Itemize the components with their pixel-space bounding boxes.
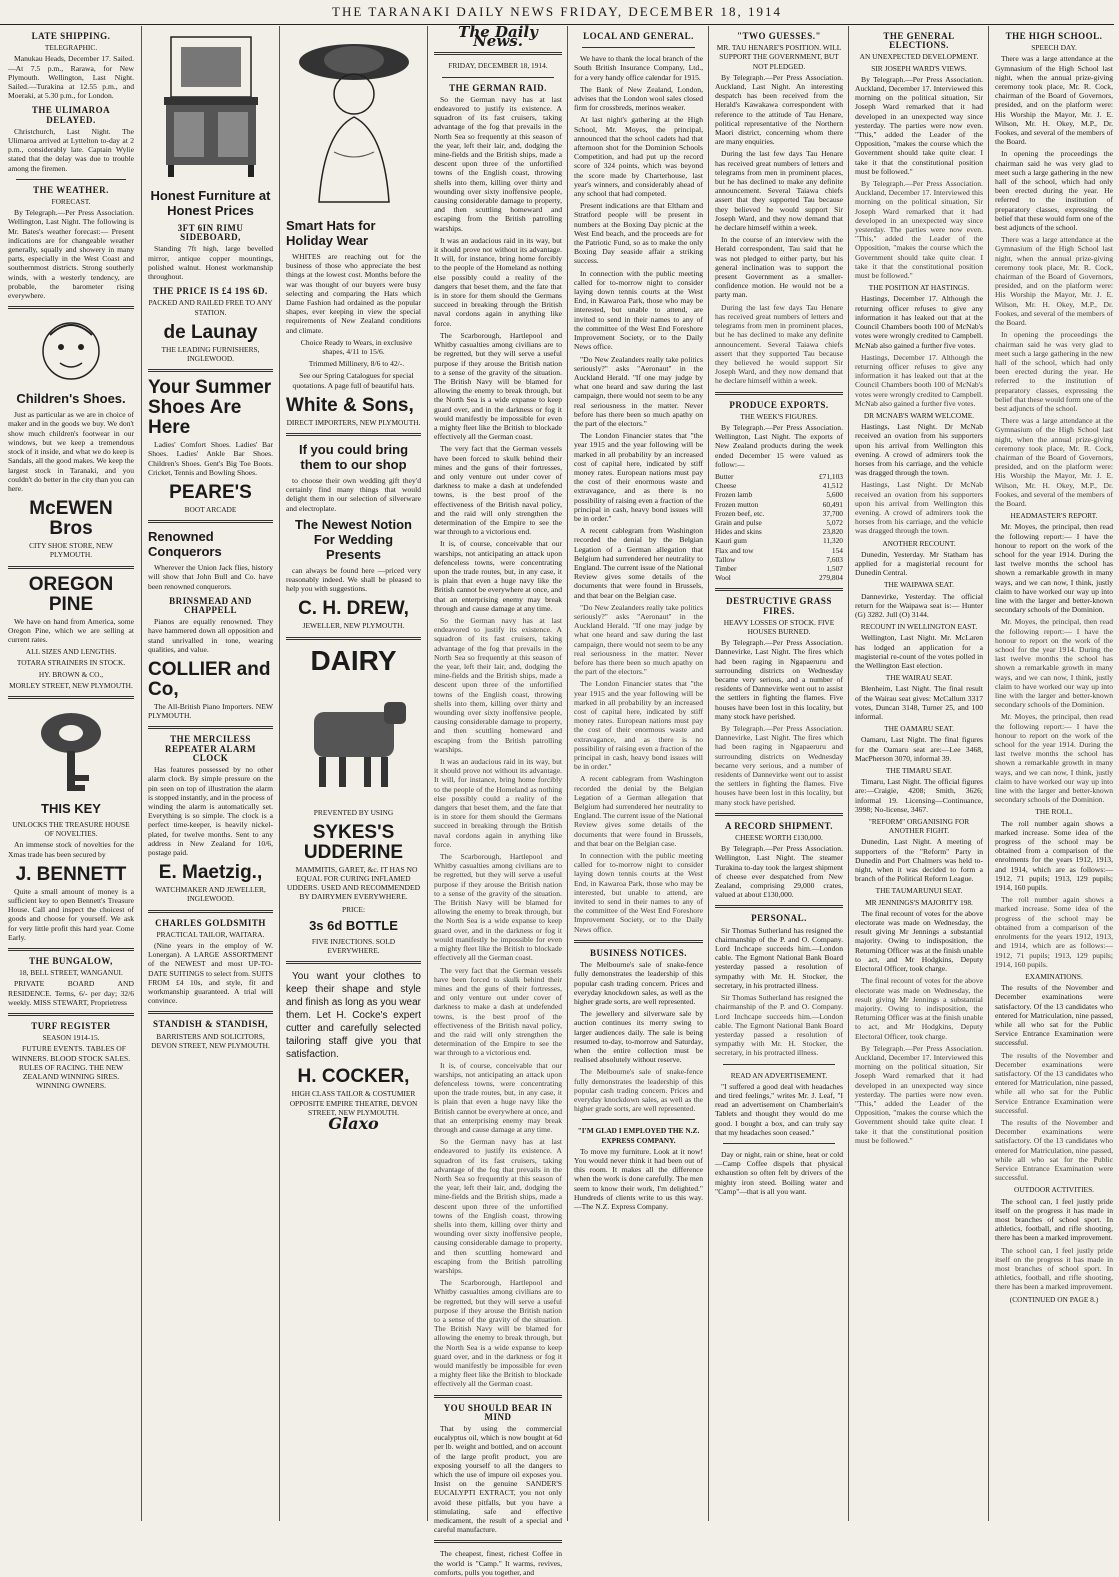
telegraphic-subheading: TELEGRAPHIC. (44, 43, 98, 53)
examinations-heading: EXAMINATIONS. (1025, 971, 1083, 981)
divider (442, 77, 554, 78)
express-text: To move my furniture. Look at it now! You would never think it had been out of this room. It makes all the difference when the work is done carefully. The men seem to know their work, I'm delighted." Hundreds of clients write to us this way.—The N.Z. Express Company. (574, 1146, 703, 1211)
divider (148, 1011, 273, 1014)
divider (148, 369, 273, 372)
weather-text: By Telegraph.—Per Press Association. Wellington, Last Night. The following is Mr. Bates's weather forecast:— Present indications are for changeable weather generally, squally and showery in many parts, especially in the West Coast and southernmost districts. Strong southerly winds, with a westerly tendency, are probable, the barometer rising everywhere. (8, 208, 134, 301)
continued-note: (CONTINUED ON PAGE 8.) (1009, 1294, 1099, 1304)
roll-text: The roll number again shows a marked increase. Some idea of the progress of the school may be obtained from a comparison of the enrolments for the years 1912, 1913, and 1914, which are as follows:—1912, 71 pupils; 1913, 129 pupils; 1914, 160 pupils. (995, 818, 1113, 893)
bottle-price: 3s 6d BOTTLE (309, 917, 398, 933)
peares-subheading: BOOT ARCADE (184, 505, 237, 515)
record-shipment-subheading: CHEESE WORTH £130,000. (735, 833, 823, 843)
column-7 (848, 26, 989, 1521)
table-row (715, 546, 843, 555)
child-face-illustration (36, 315, 106, 385)
grass-fires-subheading: HEAVY LOSSES OF STOCK. FIVE HOUSES BURNED. (723, 617, 835, 636)
hastings-text: Hastings, December 17. Although the returning officer refuses to give any information it has leaked out that at the Council Chambers booth 100 of McNab's votes were wrongly credited to Campbell. McNab also gained a further five votes. (855, 352, 983, 408)
school-paragraph: There was a large attendance at the Gymnasium of the High School last night, when the annual prize-giving ceremony took place, Mr. R. Cock, chairman of the Board of Governors, presided, and on the platform were: His Worship the Mayor, Mr. J. E. Wilson, Mr. H. Okey, M.P., Dr. Fookes, and several of the members of the Board. (995, 54, 1113, 147)
another-recount-text: Dunedin, Yesterday. Mr Statham has applied for a magisterial recount for Dunedin Central. (855, 549, 983, 578)
hy-brown-name: HY. BROWN & CO., (38, 669, 104, 679)
maetzig-subheading: WATCHMAKER AND JEWELLER, INGLEWOOD. (155, 885, 266, 904)
examinations-text: The results of the November and December examinations were satisfactory. Of the 13 candidates who entered for Matriculation, nine passed, while all who sat for the Public Service Entrance Examination were successful. (995, 1117, 1113, 1183)
white-and-sons-logo: White & Sons, (286, 394, 414, 416)
repeater-text: Has features possessed by no other alarm clock. By simple pressure on the pin seen on top of illustration the alarm is stopped instantly, and in the process of winding the alarm is automatically set. Everything is so simple. The clock is a perfect time-keeper, is heavily nickel-plated, for twelve months. Sent to any address in New Zealand for 10/6, postage paid. (148, 765, 273, 857)
examinations-text: The results of the November and December examinations were satisfactory. Of the 13 candidates who entered for Matriculation, nine passed, while all who sat for the Public Service Entrance Examination were successful. (995, 983, 1113, 1048)
export-value: 11,320 (822, 536, 843, 546)
sideboard-text: Standing 7ft high, large bevelled mirror, antique copper mountings, polished walnut. Honest workmanship throughout. (148, 244, 273, 282)
ready-to-wears: Choice Ready to Wears, in exclusive shapes, 4/11 to 15/6. (300, 337, 413, 357)
divider (8, 948, 134, 951)
cocker-logo: H. COCKER, (297, 1066, 410, 1088)
ch-drew-logo: C. H. DREW, (298, 598, 409, 620)
export-value: 23,820 (822, 527, 843, 537)
timaru-heading: THE TIMARU SEAT. (885, 766, 953, 776)
sideboard-price-note: PACKED AND RAILED FREE TO ANY STATION. (148, 298, 273, 317)
headmaster-text: Mr. Moyes, the principal, then read the following report:— I have the honour to report on the work of the school for the year 1914. During the last twelve months the school has shown a remarkable growth in many ways, and we can now, I think, justly claim to have worked our way up into line with the larger and better-known secondary schools of the Dominion. (995, 712, 1113, 805)
grass-fires-text: By Telegraph.—Per Press Association. Dannevirke, Last Night. The fires which had been raging in Ngapaeruru and surrounding districts on Wednesday became very serious, and a number of residents of Dannevirke went out to assist the settlers in fighting the flames. Five houses have been lost in this locality, but many stock have perished. (715, 638, 843, 721)
school-paragraph: In opening the proceedings the chairman said he was very glad to meet such a large gathering in the new hall of the school, which had only been erected during the year. He referred to the institution of preparatory classes, expressing the belief that these would form one of the best adjuncts of the school. (995, 149, 1113, 233)
newest-notion-text: can always be found here —priced very reasonably indeed. We shall be pleased to help you with suggestions. (286, 565, 421, 594)
divider (723, 1064, 835, 1065)
express-heading: "I'M GLAD I EMPLOYED THE N.Z. EXPRESS COMPANY. (577, 1126, 700, 1145)
divider (434, 1540, 562, 1543)
divider (8, 696, 134, 699)
table-row (715, 490, 843, 499)
table-row (715, 509, 843, 518)
collier-logo: COLLIER and Co, (148, 659, 271, 701)
guesses-paragraph: During the last few days Tau Henare has received great numbers of letters and telegrams from men in prominent places, but he has declined to make any definite announcement. Several Taiawa chiefs assert that they supported Tau because they believed he would support Sir Joseph Ward, and they now demand that he declare himself within a week. (715, 302, 843, 386)
wairau-text: Blenheim, Last Night. The final result of the Wairau seat gives: McCallum 3317 votes, Duncan 3148, Turner 25, and 100 informal. (855, 684, 983, 722)
column-4 (427, 23, 568, 1577)
divider (715, 905, 843, 908)
column-2 (141, 26, 279, 1521)
sideboard-heading: 3FT 6IN RIMU SIDEBOARD, (177, 223, 244, 243)
goldsmith-subheading: PRACTICAL TAILOR, WAITARA. (156, 929, 265, 939)
de-launay-subheading: THE LEADING FURNISHERS, INGLEWOOD. (161, 344, 260, 364)
mcnab-text: Hastings, Last Night. Dr McNab received an ovation from his supporters upon his arrival from Wellington this evening. A crowd of admirers took the horses from his carriage, and the vehicle was dragged through the town. (855, 480, 983, 536)
divider (286, 637, 421, 640)
sykes-text: MAMMITIS, GARET, &c. IT HAS NO EQUAL FOR CURING INFLAMED UDDERS. USED AND RECOMMENDED BY DAIRYMEN EVERYWHERE. (286, 864, 421, 902)
jennings-text: The final recount of votes for the above electorate was made on Wednesday, the result giving Mr Jennings a substantial majority. Owing to indisposition, the Returning Officer was at the finish unable to act, and Mr Hodgkins, Deputy Electoral Officer, took charge. (855, 976, 983, 1041)
export-item: Butter (715, 471, 734, 481)
produce-intro: By Telegraph.—Per Press Association. Wellington, Last Night. The exports of New Zealand products during the week ended December 15 were valued as follow:— (715, 422, 843, 469)
turf-season: SEASON 1914-15. (42, 1033, 100, 1043)
roll-heading: THE ROLL. (1035, 807, 1073, 817)
cocker-subheading: HIGH CLASS TAILOR & COSTUMIER OPPOSITE EMPIRE THEATRE, DEVON STREET, NEW PLYMOUTH. (289, 1089, 418, 1117)
divider (582, 1119, 695, 1120)
ulimaroa-heading: THE ULIMAROA DELAYED. (31, 105, 111, 125)
dairy-heading: DAIRY (310, 644, 397, 676)
divider (434, 1395, 562, 1398)
hy-brown-address: MORLEY STREET, NEW PLYMOUTH. (9, 680, 133, 690)
wairau-heading: THE WAIRAU SEAT. (885, 673, 953, 683)
divider (715, 588, 843, 591)
export-value: 5,072 (826, 517, 843, 527)
oamaru-heading: THE OAMARU SEAT. (884, 724, 954, 734)
local-paragraph: A recent cablegram from Washington recorded the denial by the Belgian Legation of a German allegation that Belgium had surrendered her neutrality to England. The current issue of the National Review gives some details of the documents that were found in Brussels, and that bear on the Belgian case. (574, 774, 703, 848)
ch-drew-subheading: JEWELLER, NEW PLYMOUTH. (302, 621, 405, 631)
table-row (715, 564, 843, 573)
j-bennett-logo: J. BENNETT (15, 863, 127, 885)
export-item: Kauri gum (715, 536, 747, 546)
table-row (715, 500, 843, 509)
piano-text: Pianos are equally renowned. They have hammered down all opposition and stand unrivalled in tone, wearing qualities, and value. (148, 617, 273, 654)
ulimaroa-text: Christchurch, Last Night. The Ulimaroa arrived at Lyttelton to-day at 2 p.m., considerably late. Captain Wylie stated that the delay was due to trouble among the firemen. (8, 126, 134, 173)
cow-illustration (299, 682, 409, 802)
table-row (715, 518, 843, 527)
export-value: 1,507 (826, 563, 843, 573)
local-paragraph: "Do New Zealanders really take politics seriously?" asks "Aeronaut" in the Auckland Herald. "If one may judge by what one heard and saw during the last campaign, there would not seem to be any real seriousness in the matter. Never before has there been so much apathy on the part of the electors." (574, 354, 703, 428)
divider (715, 813, 843, 816)
divider (286, 433, 421, 436)
childrens-shoes-heading: Children's Shoes. (16, 391, 126, 407)
mcnab-text: Hastings, Last Night. Dr McNab received an ovation from his supporters upon his arrival from Wellington this evening. A crowd of admirers took the horses from his carriage, and the vehicle was dragged through the town. (855, 422, 983, 478)
prevented-by-using: PREVENTED BY USING (313, 807, 394, 817)
local-paragraph: The London Financier states that "the year 1915 and the year following will be marked in all probability by an increased cost of capital here, indicated by stiff money rates. European nations must pay the cost of their enormous waste and extravagance, and as there is no possibility of raising even a fraction of the principal in cash, heavy bond issues will be in order." (574, 431, 703, 523)
produce-subheading: THE WEEK'S FIGURES. (740, 411, 818, 421)
business-paragraph: The jewellery and silverware sale by auction continues its merry swing to larger audiences daily. The sale is being resumed to-day, to-morrow and Saturday, when the entire collection must be realised absolutely without reserve. (574, 1009, 703, 1065)
hastings-text: Hastings, December 17. Although the returning officer refuses to give any information it has leaked out that at the Council Chambers booth 100 of McNab's votes were wrongly credited to Campbell. McNab also gained a further five votes. (855, 294, 983, 350)
newest-notion-heading: The Newest Notion For Wedding Presents (294, 516, 412, 562)
speech-day-subheading: SPEECH DAY. (1031, 43, 1077, 53)
camp-coffee-ad: Day or night, rain or shine, heat or cold—Camp Coffee dispels that physical exhaustion so often felt by drivers of the mighty iron steed. Boiling water and "Camp"—that is all you want. (715, 1149, 843, 1196)
price-label: PRICE: (342, 904, 365, 914)
reform-text: Dunedin, Last Night. A meeting of supporters of the "Reform" Party in Dunedin and Port Chalmers was held to-night, when it was decided to form a branch of the Political Reform League. (855, 837, 983, 884)
raid-paragraph: The Scarborough, Hartlepool and Whitby casualties among civilians are to be regretted, but they will serve a useful purpose if they arouse the British nation to a sense of the gravity of the situation. The British Navy will be blamed for allowing the enemy to break through, but the North Sea is a wide expanse to keep guard over, and in the darkness or fog it would manifestly be impossible for even a mighty fleet like the British to blockade effectively all the German coast. (434, 1278, 562, 1389)
this-key-heading: THIS KEY (41, 800, 101, 816)
collier-subheading: The All-British Piano Importers. NEW PLYMOUTH. (148, 702, 273, 721)
lady-in-hat-illustration (294, 32, 414, 212)
divider (8, 306, 134, 309)
export-item: Frozen beef, etc. (715, 508, 765, 518)
jennings-text: The final recount of votes for the above electorate was made on Wednesday, the result giving Mr Jennings a substantial majority. Owing to indisposition, the Returning Officer was at the finish unable to act, and Mr Hodgkins, Deputy Electoral Officer, took charge. (855, 908, 983, 974)
local-paragraph: In connection with the public meeting called for to-morrow night to consider laying down tennis courts at the West End, in Kawaroa Park, those who may be interested, but unable to attend, are invited to send in their names to any of the committee of the West End Foreshore Improvement Society, or to the Daily News office. (574, 851, 703, 934)
timaru-text: Timaru, Last Night. The official figures are:—Craigie, 4208; Smith, 3626; informal 19. Licensing—Continuance, 3998; No-license, 3467. (855, 777, 983, 814)
oregon-sizes: ALL SIZES AND LENGTHS. (25, 647, 117, 657)
export-value: 37,700 (822, 508, 843, 518)
divider (582, 47, 695, 48)
personal-text: Sir Thomas Sutherland has resigned the chairmanship of the P. and O. Company. Lord Inchcape succeeds him.—London cable. The Egmont National Bank Board yesterday passed a resolution of sympathy with Mr. H. Stocker, the secretary, in his protracted illness. (715, 925, 843, 990)
table-row (715, 481, 843, 490)
divider (16, 179, 126, 180)
unexpected-development: AN UNEXPECTED DEVELOPMENT. (859, 52, 979, 62)
local-paragraph: The Bank of New Zealand, London, advises that the London wool sales closed firm for crossbreds, merinos weaker. (574, 84, 703, 113)
column-8 (988, 26, 1119, 1521)
mcnab-heading: DR MCNAB'S WARM WELCOME. (863, 410, 975, 420)
shipping-text: Manukau Heads, December 17. Sailed.—At 7.5 p.m., Rarawa, for New Plymouth. Wellington, Last Night. Sailed.—Turakina at 12.55 p.m., and Moeraki, at 5.30 p.m., for London. (8, 54, 134, 101)
standish-subheading: BARRISTERS AND SOLICITORS, DEVON STREET, NEW PLYMOUTH. (151, 1031, 270, 1050)
waipawa-text: Dannevirke, Yesterday. The official return for the Waipawa seat is:— Hunter (G) 3282. Jull (O) 3144. (855, 591, 983, 619)
standish-heading: STANDISH & STANDISH, (153, 1019, 268, 1030)
read-advertisement-heading: READ AN ADVERTISEMENT. (730, 1070, 828, 1080)
record-shipment-heading: A RECORD SHIPMENT. (724, 820, 834, 831)
bottle-subheading: FIVE INJECTIONS. SOLD EVERYWHERE. (311, 936, 396, 956)
raid-paragraph: It is, of course, conceivable that our warships, not anticipating an attack upon defenceless towns, were concentrating upon the trade routes, but, in any case, it is plain that even a huge navy like the British cannot be everywhere at once, and that an enterprising enemy may break through and cause damage at any time. (434, 1060, 562, 1134)
table-row (715, 536, 843, 545)
german-raid-heading: THE GERMAN RAID. (449, 82, 547, 93)
grass-fires-heading: DESTRUCTIVE GRASS FIRES. (726, 596, 832, 616)
sideboard-illustration (156, 32, 266, 182)
personal-heading: PERSONAL. (751, 913, 807, 924)
business-paragraph: The Melbourne's sale of snake-fence fully demonstrates the leadership of this popular cash trading concern. Prices and everyday knockdown sales, as well as the higher grade sorts, are well represented. (574, 1067, 703, 1114)
school-paragraph: In opening the proceedings the chairman said he was very glad to meet such a large gathering in the new hall of the school, which had only been erected during the year. He referred to the institution of preparatory classes, expressing the belief that these would form one of the best adjuncts of the school. (995, 330, 1113, 413)
mcewen-address: CITY SHOE STORE, NEW PLYMOUTH. (29, 541, 113, 560)
camp-coffee-text: The cheapest, finest, richest Coffee in the world is "Camp." It warms, revives, comforts, pulls you together, and (434, 1549, 562, 1577)
export-item: Flax and tow (715, 545, 754, 555)
divider (574, 940, 703, 943)
divider (8, 566, 134, 569)
goldsmith-text: (Nine years in the employ of W. Lonergan). A LARGE ASSORTMENT of the NEWEST and most UP-TO-DATE SUITINGS to select from. SUITS FROM £4 10s, and style, fit and workmanship guaranteed. A trial will convince. (148, 940, 273, 1006)
sideboard-price: THE PRICE IS £4 19S 6D. (153, 286, 268, 297)
outdoor-text: The school can, I feel justly pride itself on the progress it has made in most branches of school sport. In athletics, football, and rifle shooting, there has been a marked improvement. (995, 1245, 1113, 1292)
local-paragraph: A recent cablegram from Washington recorded the denial by the Belgian Legation of a German allegation that Belgium had surrendered her neutrality to England. The current issue of the National Review gives some details of the documents that were found in Brussels, and that bear on the Belgian case. (574, 526, 703, 600)
export-item: Hides and skins (715, 527, 762, 537)
brinsmead-heading: BRINSMEAD AND CHAPPELL (169, 595, 252, 616)
business-notices-heading: BUSINESS NOTICES. (589, 947, 688, 958)
divider (8, 1013, 134, 1016)
guesses-paragraph: In the course of an interview with the Herald correspondent, Tau said that he was not pledged to either party, but his general inclination was to support the present Government as a smaller-confidence motion. He would not be a party man. (715, 235, 843, 300)
raid-paragraph: It was an audacious raid in its way, but it should prove not without its advantage. It will, for instance, bring home forcibly to the people of the Homeland as nothing else possibly could a reality of the dangers that beset them, and the fate that is in store for them should the Germans succeed in breaking through the British naval cordons again in anything like force. (434, 757, 562, 849)
guesses-paragraph: By Telegraph.—Per Press Association. Auckland, Last Night. An interesting despatch has been received from the Herald's Kawakawa correspondent with reference to the attitude of Tau Henare, political representative of the Northern Maori district, concerning whom there are many enquiries. (715, 72, 843, 147)
school-paragraph: There was a large attendance at the Gymnasium of the High School last night, when the annual prize-giving ceremony took place, Mr. R. Cock, chairman of the Board of Governors, presided, and on the platform were: His Worship the Mayor, Mr. J. E. Wilson, Mr. H. Okey, M.P., Dr. Fookes, and several of the members of the Board. (995, 235, 1113, 328)
wellington-east-heading: RECOUNT IN WELLINGTON EAST. (860, 622, 978, 632)
childrens-shoes-text: Just as particular as we are in choice of maker and in the goods we buy. We don't show much children's footwear in our windows, but we keep a tremendous stock of it inside, and what we do keep is Sandals, all the good makes. We keep the largest stock in Taranaki, and you couldn't do better in the city than you can here. (8, 410, 134, 493)
raid-paragraph: The very fact that the German vessels have been forced to skulk behind their mines and the guns of their fortresses, and only venture out under cover of darkness to make a dash at undefended towns, is the best proof of the effectiveness of the British naval policy, and the raid will only strengthen the determination of the Empire to see the war through to a victorious end. (434, 444, 562, 537)
export-item: Tallow (715, 554, 736, 564)
raid-paragraph: So the German navy has at last endeavored to justify its existence. A squadron of its fast cruisers, taking advantage of the fog that prevails in the North Sea so frequently at this season of the year, left their lair, and, dodging the mine-fields and the British ships, made a descent upon three of the unfortified towns of the English coast, throwing shells into them, killing over thirty and wounding over sixty inoffensive people, causing considerable damage to property, and then scuttling homeward and escaping from the British patrolling warships. (434, 1137, 562, 1275)
reminder-text: That by using the commercial eucalyptus oil, which is now bought at 6d per lb. weight and bottled, and on account of the large profit product, you are exposing yourself to all the dangers to which the use of impure oil exposes you. Insist on the genuine SANDER'S EUCALYPTI EXTRACT, you not only avoid these pitfalls, but you have a stimulating, safe and effective medicament, the result of a special and careful manufacture. (434, 1424, 562, 1535)
export-item: Timber (715, 563, 737, 573)
local-general-heading: LOCAL AND GENERAL. (583, 31, 694, 41)
oamaru-text: Oamaru, Last Night. The final figures for the Oamaru seat are:—Lee 3468, MacPherson 3070, informal 39. (855, 735, 983, 763)
column-3 (279, 26, 427, 1521)
export-value: 60,491 (822, 499, 843, 509)
honest-furniture-heading: Honest Furniture at Honest Prices (150, 188, 271, 218)
turf-register-heading: TURF REGISTER (31, 1020, 111, 1031)
export-item: Frozen mutton (715, 499, 759, 509)
export-value: £71,103 (818, 471, 843, 481)
export-item: Wool (715, 573, 731, 583)
table-row (715, 555, 843, 564)
editorial-date: FRIDAY, DECEMBER 18, 1914. (448, 61, 548, 71)
export-item: Cheese (715, 481, 737, 491)
export-value: 154 (831, 545, 843, 555)
column-6 (708, 26, 849, 1521)
guesses-paragraph: During the last few days Tau Henare has received great numbers of letters and telegrams from men in prominent places, but he has declined to make any definite announcement. Several Taiawa chiefs assert that they supported Tau because they believed he would support Sir Joseph Ward, and they now demand that he declare himself within a week. (715, 149, 843, 233)
local-paragraph: We have to thank the local branch of the South British Insurance Company, Ltd., for a very handy office calendar for 1915. (574, 54, 703, 82)
personal-text: Sir Thomas Sutherland has resigned the chairmanship of the P. and O. Company. Lord Inchcape succeeds him.—London cable. The Egmont National Bank Board yesterday passed a resolution of sympathy with Mr. H. Stocker, the secretary, in his protracted illness. (715, 993, 843, 1058)
turf-items: FUTURE EVENTS. TABLES OF WINNERS. BLOOD STOCK SALES. RULES OF RACING. THE NEW ZEALAND WINNING SIRES. WINNING OWNERS. (11, 1044, 131, 1091)
raid-paragraph: The very fact that the German vessels have been forced to skulk behind their mines and the guns of their fortresses, and only venture out under cover of darkness to make a dash at undefended towns, is the best proof of the effectiveness of the British naval policy, and the raid will only strengthen the determination of the Empire to see the war through to a victorious end. (434, 965, 562, 1058)
outdoor-text: The school can, I feel justly pride itself on the progress it has made in most branches of school sport. In athletics, football, and rifle shooting, there has been a marked improvement. (995, 1196, 1113, 1243)
waipawa-heading: THE WAIPAWA SEAT. (883, 580, 955, 590)
two-guesses-heading: "TWO GUESSES." (736, 31, 822, 41)
export-value: 41,512 (822, 481, 843, 491)
jennings-text: By Telegraph.—Per Press Association. Auckland, December 17. Interviewed this morning on the political situation, Sir Joseph Ward remarked that it had developed in an unexpected way since yesterday. The parties were now even. "This," added the Leader of the Opposition, "makes the course which the Government should take quite clear. I take it that the constitutional position must be followed." (855, 1043, 983, 1145)
raid-paragraph: The Scarborough, Hartlepool and Whitby casualties among civilians are to be regretted, but they will serve a useful purpose if they arouse the British nation to a sense of the gravity of the situation. The British Navy will be blamed for allowing the enemy to break through, but the North Sea is a wide expanse to keep guard over, and in the darkness or fog it would manifestly be impossible for even a mighty fleet like the British to blockade effectively all the German coast. (434, 852, 562, 963)
export-value: 279,804 (818, 573, 843, 583)
late-shipping-heading: LATE SHIPPING. (31, 31, 111, 41)
oregon-pine-heading: OREGON PINE (28, 573, 114, 615)
hats-text: WHITES are reaching out for the business of those who appreciate the best things at the lowest cost. Months before the war was thought of our buyers were busy selecting and comparing the Hats which Dame Fashion had ordained as the popular shapes, ever keeping in view the special requirements of New Zealand conditions and climate. (286, 252, 421, 335)
reform-heading: "REFORM" ORGANISING FOR ANOTHER FIGHT. (868, 817, 970, 836)
raid-paragraph: It is, of course, conceivable that our warships, not anticipating an attack upon defenceless towns, were concentrating upon the trade routes, but, in any case, it is plain that even a huge navy like the British cannot be everywhere at once, and that an enterprising enemy may break through and cause damage at any time. (434, 539, 562, 613)
ward-text: By Telegraph.—Per Press Association. Auckland, December 17. Interviewed this morning on the political situation, Sir Joseph Ward remarked that it had developed in an unexpected way since yesterday. The parties were now even. "This," added the Leader of the Opposition, "makes the course which the Government should take quite clear. I take it that the constitutional position must be followed." (855, 74, 983, 176)
table-row (715, 527, 843, 536)
j-bennett-text: Quite a small amount of money is a sufficient key to open Bennett's Treasure House. Call and inspect the choicest of goods and choose for yourself. We ask for very little profit this hard year. Come Early. (8, 886, 134, 942)
glaxo-logo: Glaxo (328, 1113, 379, 1133)
record-shipment-text: By Telegraph.—Per Press Association. Wellington, Last Night. The steamer Turakina to-day took the largest shipment of cheese ever despatched from New Zealand, comprising 29,000 crates, valued at about £130,000. (715, 844, 843, 900)
grass-fires-text: By Telegraph.—Per Press Association. Dannevirke, Last Night. The fires which had been raging in Ngapaeruru and surrounding districts on Wednesday became very serious, and a number of residents of Dannevirke went out to assist the settlers in fighting the flames. Five houses have been lost in this locality, but many stock have perished. (715, 724, 843, 807)
export-item: Grain and pulse (715, 517, 762, 527)
sykes-udderine-heading: SYKES'S UDDERINE (303, 821, 404, 863)
column-1 (2, 26, 140, 1521)
business-paragraph: The Melbourne's sale of snake-fence fully demonstrates the leadership of this popular cash trading concern. Prices and everyday knockdown sales, as well as the higher grade sorts, are well represented. (574, 960, 703, 1006)
roll-text: The roll number again shows a marked increase. Some idea of the progress of the school may be obtained from a comparison of the enrolments for the years 1912, 1913, and 1914, which are as follows:—1912, 71 pupils; 1913, 129 pupils; 1914, 160 pupils. (995, 895, 1113, 969)
this-key-subheading: UNLOCKS THE TREASURE HOUSE OF NOVELTIES. (12, 819, 130, 839)
high-school-heading: THE HIGH SCHOOL. (1005, 31, 1103, 41)
cocker-text: You want your clothes to keep their shape and style and finish as long as you wear them. Let H. Cocke's expert cutter and carefully selected tailoring staff give you that satisfaction. (286, 971, 421, 1061)
divider (148, 910, 273, 913)
headmaster-heading: HEADMASTER'S REPORT. (1010, 511, 1098, 521)
divider (286, 961, 421, 964)
raid-paragraph: It was an audacious raid in its way, but it should prove not without its advantage. It will, for instance, bring home forcibly to the people of the Homeland as nothing else possibly could a reality of the dangers that beset them, and the fate that is in store for them should the Germans succeed in breaking through the British naval cordons again in anything like force. (434, 235, 562, 328)
ornamental-key-illustration (21, 705, 121, 795)
two-guesses-subheading: MR. TAU HENARE'S POSITION. WILL SUPPORT THE GOVERNMENT, BUT NOT PLEDGED. (716, 43, 842, 71)
read-advertisement-text: "I suffered a good deal with headaches and tired feelings," writes Mr. J. Leaf, "I read an advertisement on Chamberlain's Tablets and thought they would do me good. I bought a box, and can truly say that my headaches soon ceased." (715, 1081, 843, 1137)
school-paragraph: There was a large attendance at the Gymnasium of the High School last night, when the annual prize-giving ceremony took place, Mr. R. Cock, chairman of the Board of Governors, presided, and on the platform were: His Worship the Mayor, Mr. J. E. Wilson, Mr. H. Okey, M.P., Dr. Fookes, and several of the members of the Board. (995, 416, 1113, 508)
local-paragraph: In connection with the public meeting called for to-morrow night to consider laying down tennis courts at the West End, in Kawaroa Park, those who may be interested, but unable to attend, are invited to send in their names to any of the committee of the West End Foreshore Improvement Society, or to the Daily News office. (574, 268, 703, 352)
bungalow-address: 18, BELL STREET, WANGANUI. (19, 968, 123, 978)
repeater-heading: THE MERCILESS REPEATER ALARM CLOCK (164, 734, 257, 763)
export-value: 7,603 (826, 554, 843, 564)
outdoor-heading: OUTDOOR ACTIVITIES. (1013, 1185, 1095, 1195)
weather-heading: THE WEATHER. (33, 184, 109, 195)
page-masthead: THE TARANAKI DAILY NEWS FRIDAY, DECEMBER 18, 1914 (0, 0, 1114, 25)
column-5 (567, 26, 709, 1521)
daily-news-title: The Daily News. (458, 23, 538, 51)
totara-strainers: TOTARA STRAINERS IN STOCK. (16, 658, 126, 668)
oregon-text: We have on hand from America, some Oregon Pine, which we are selling at current rates. (8, 616, 134, 644)
table-row (715, 472, 843, 481)
maetzig-logo: E. Maetzig., (158, 862, 263, 884)
raid-paragraph: So the German navy has at last endeavored to justify its existence. A squadron of its fast cruisers, taking advantage of the fog that prevails in the North Sea so frequently at this season of the year, left their lair, and, dodging the mine-fields and the British ships, made a descent upon three of the unfortified towns of the English coast, throwing shells into them, killing over thirty and wounding over sixty inoffensive people, causing considerable damage to property, and then scuttling homeward and escaping from the British patrolling warships. (434, 94, 562, 233)
export-item: Frozen lamb (715, 490, 753, 500)
examinations-text: The results of the November and December examinations were satisfactory. Of the 13 candidates who entered for Matriculation, nine passed, while all who sat for the Public Service Entrance Examination were successful. (995, 1050, 1113, 1115)
another-recount-heading: ANOTHER RECOUNT. (882, 538, 956, 548)
forecast-subheading: FORECAST. (51, 197, 91, 207)
produce-exports-heading: PRODUCE EXPORTS. (729, 399, 829, 410)
raid-paragraph: The Scarborough, Hartlepool and Whitby casualties among civilians are to be regretted, but they will serve a useful purpose if they arouse the British nation to a sense of the gravity of the situation. The British Navy will be blamed for allowing the enemy to break through, but the North Sea is a wide expanse to keep guard over, and in the darkness or fog it would manifestly be impossible for even a mighty fleet like the British to blockade effectively all the German coast. (434, 330, 562, 442)
trimmed-millinery: Trimmed Millinery, 8/6 to 42/-. (308, 359, 405, 369)
goldsmith-heading: CHARLES GOLDSMITH (155, 917, 266, 928)
divider (148, 726, 273, 729)
renowned-text: Wherever the Union Jack flies, history will show that John Bull and Co. have been renowned conquerors. (148, 563, 273, 591)
summer-shoes-heading: Your Summer Shoes Are Here (148, 377, 272, 439)
headmaster-text: Mr. Moyes, the principal, then read the following report:— I have the honour to report on the work of the school for the year 1914. During the last twelve months the school has shown a remarkable growth in many ways, and we can now, I think, justly claim to have worked our way up into line with the larger and better-known secondary schools of the Dominion. (995, 522, 1113, 615)
white-and-sons-subheading: DIRECT IMPORTERS, NEW PLYMOUTH. (286, 417, 421, 427)
de-launay-logo: de Launay (163, 321, 258, 343)
divider (715, 392, 843, 395)
local-paragraph: "Do New Zealanders really take politics seriously?" asks "Aeronaut" in the Auckland Herald. "If one may judge by what one heard and saw during the last campaign, there would not seem to be any real seriousness in the matter. Never before has there been so much apathy on the part of the electors." (574, 602, 703, 677)
headmaster-text: Mr. Moyes, the principal, then read the following report:— I have the honour to report on the work of the school for the year 1914. During the last twelve months the school has shown a remarkable growth in many ways, and we can now, I think, justly claim to have worked our way up into line with the larger and better-known secondary schools of the Dominion. (995, 617, 1113, 710)
jennings-heading: MR JENNINGS'S MAJORITY 198. (865, 897, 973, 907)
local-paragraph: At last night's gathering at the High School, Mr. Moyes, the principal, announced that the school cadets had that afternoon shot for the Dominion Schools Competition, and had put up the record score of 324 points, which was beyond the score made by Charterhouse, last year's winners, and considerably ahead of any school that had competed. (574, 115, 703, 199)
local-paragraph: The London Financier states that "the year 1915 and the year following will be marked in all probability by an increased cost of capital here, indicated by stiff money rates. European nations must pay the cost of their enormous waste and extravagance, and as there is no possibility of raising even a fraction of the principal in cash, heavy bond issues will be in order." (574, 679, 703, 772)
hastings-heading: THE POSITION AT HASTINGS. (868, 283, 970, 293)
ward-views-subheading: SIR JOSEPH WARD'S VIEWS. (871, 63, 967, 73)
exports-table (715, 472, 843, 582)
table-row (715, 573, 843, 582)
general-elections-heading: THE GENERAL ELECTIONS. (883, 31, 955, 51)
this-key-text: An immense stock of novelties for the Xmas trade has been secured by (8, 840, 134, 859)
divider (434, 52, 562, 55)
wellington-east-text: Wellington, Last Night. Mr. McLaren has lodged an application for a magisterial re-count of the votes polled in the Wellington East election. (855, 633, 983, 670)
mcewen-bros-logo: McEWEN Bros (29, 498, 113, 540)
local-paragraph: Present indications are that Eltham and Stratford people will be present in numbers at the Boxing Day picnic at the West End beach, and the proceeds are for the Patriotic Fund, so as to make the only Boxing Day seaside affair a striking success. (574, 201, 703, 266)
divider (148, 520, 273, 523)
spring-catalogues: See our Spring Catalogues for special quotations. A page full of beautiful hats. (292, 371, 415, 390)
wedding-gift-text: to choose their own wedding gift they'd certainly find many things that would delight them in our selection of silverware and electroplate. (286, 476, 421, 513)
shoe-list: Ladies' Comfort Shoes. Ladies' Bar Shoes. Ladies' Ankle Bar Shoes. Children's Shoes. Gent's Big Toe Boots. Cricket, Tennis and Bowling Shoes. (148, 440, 273, 477)
divider (723, 1143, 835, 1144)
reminder-heading: YOU SHOULD BEAR IN MIND (443, 1402, 553, 1422)
export-value: 5,600 (826, 490, 843, 500)
renowned-conquerors-heading: Renowned Conquerors (148, 529, 222, 560)
bungalow-heading: THE BUNGALOW, (29, 955, 113, 966)
wedding-gift-heading: If you could bring them to our shop (298, 442, 409, 473)
bungalow-text: PRIVATE BOARD AND RESIDENCE. Terms, 6/- per day; 32/6 weekly. MISS STEWART, Proprietress (8, 979, 134, 1007)
raid-paragraph: So the German navy has at last endeavored to justify its existence. A squadron of its fast cruisers, taking advantage of the fog that prevails in the North Sea so frequently at this season of the year, left their lair, and, dodging the mine-fields and the British ships, made a descent upon three of the unfortified towns of the English coast, throwing shells into them, killing over thirty and wounding over sixty inoffensive people, causing considerable damage to property, and then scuttling homeward and escaping from the British patrolling warships. (434, 615, 562, 754)
peares-logo: PEARE'S (169, 482, 252, 504)
smart-hats-heading: Smart Hats for Holiday Wear (286, 218, 376, 248)
taumarunui-heading: THE TAUMARUNUI SEAT. (875, 886, 963, 896)
ward-text: By Telegraph.—Per Press Association. Auckland, December 17. Interviewed this morning on the political situation, Sir Joseph Ward remarked that it had developed in an unexpected way since yesterday. The parties were now even. "This," added the Leader of the Opposition, "makes the course which the Government should take quite clear. I take it that the constitutional position must be followed." (855, 179, 983, 281)
